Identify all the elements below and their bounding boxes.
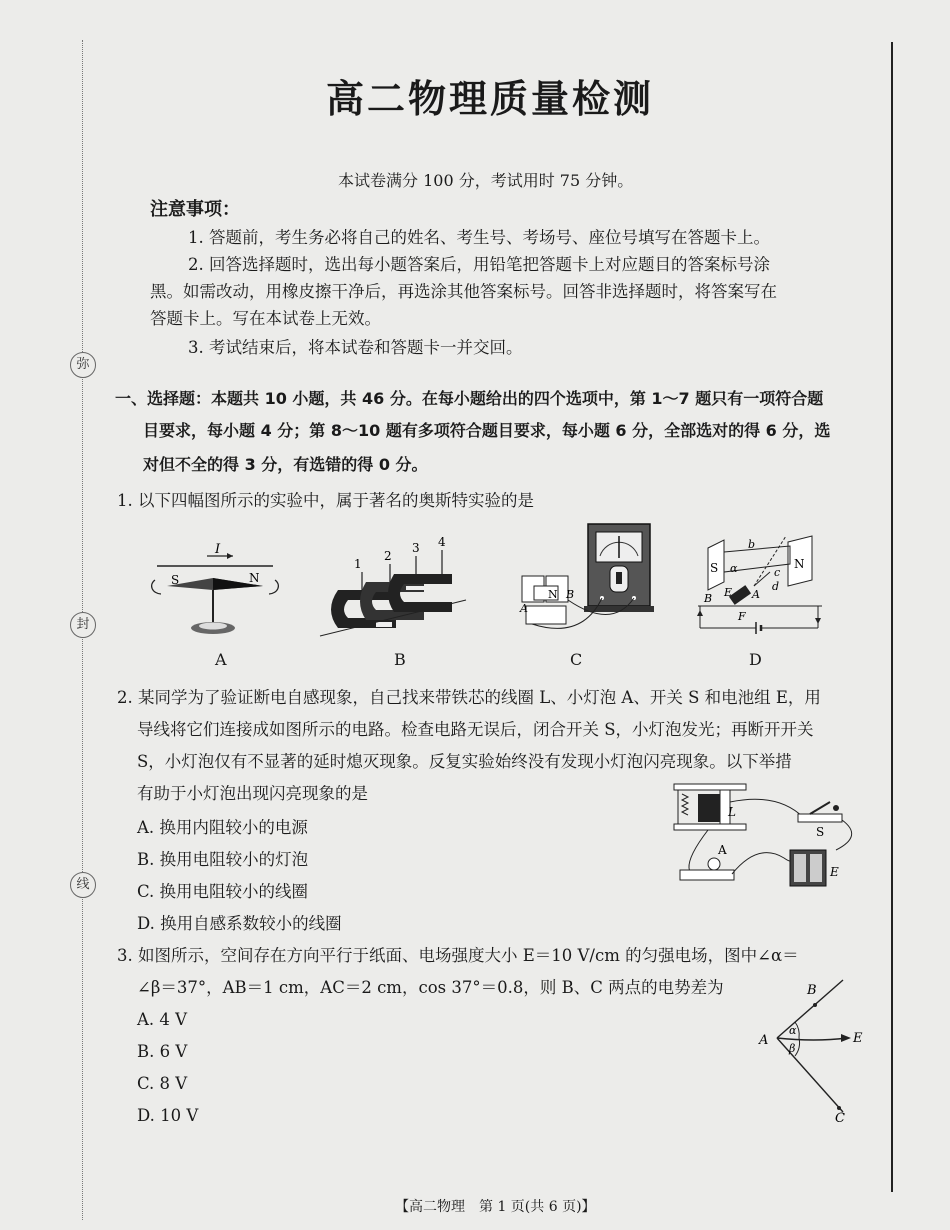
q3-alpha: α <box>789 1024 797 1037</box>
section1-line-1: 一、选择题：本题共 10 小题，共 46 分。在每小题给出的四个选项中，第 1～7 题只有一项符合题 <box>115 389 824 408</box>
page-footer: 【高二物理 第 1 页(共 6 页)】 <box>395 1199 596 1215</box>
q3-point-c: C <box>835 1111 845 1124</box>
q2-lamp-label: A <box>718 843 727 857</box>
q2-option-c: C. 换用电阻较小的线圈 <box>137 882 309 901</box>
fig-a-south-label: S <box>171 573 180 587</box>
fig-c-north-label: N <box>548 588 558 601</box>
q2-coil-label: L <box>728 805 736 819</box>
q2-stem-line-4: 有助于小灯泡出现闪亮现象的是 <box>137 784 368 803</box>
q2-stem-line-2: 导线将它们连接成如图所示的电路。检查电路无误后，闭合开关 S，小灯泡发光；再断开开关 <box>137 720 814 739</box>
q1-figure-c <box>512 520 657 645</box>
notice-line-5: 3. 考试结束后，将本试卷和答题卡一并交回。 <box>188 338 523 357</box>
fig-b-wire-1: 1 <box>354 557 362 571</box>
q1-figure-c-caption: C <box>570 650 583 669</box>
fig-d-F: F <box>738 610 746 623</box>
exam-title: 高二物理质量检测 <box>325 77 654 121</box>
q2-option-a: A. 换用内阻较小的电源 <box>137 818 308 837</box>
q1-figure-a <box>145 538 285 643</box>
section1-line-3: 对但不全的得 3 分，有选错的得 0 分。 <box>143 455 428 474</box>
fig-d-b: b <box>748 538 756 551</box>
q2-stem-line-3: S，小灯泡仅有不显著的延时熄灭现象。反复实验始终没有发现小灯泡闪亮现象。以下举措 <box>137 752 792 771</box>
q1-stem: 1. 以下四幅图所示的实验中，属于著名的奥斯特实验的是 <box>117 491 534 510</box>
fig-d-d: d <box>772 580 780 593</box>
q3-option-c: C. 8 V <box>137 1074 188 1093</box>
fig-b-wire-4: 4 <box>438 535 446 549</box>
q1-figure-b-caption: B <box>394 650 406 669</box>
fig-a-north-label: N <box>249 571 260 585</box>
notice-line-4: 答题卡上。写在本试卷上无效。 <box>150 309 381 328</box>
seal-char-2: 封 <box>70 612 96 638</box>
q1-figure-d-caption: D <box>749 650 762 669</box>
q2-switch-label: S <box>816 825 825 839</box>
notice-line-2: 2. 回答选择题时，选出每小题答案后，用铅笔把答题卡上对应题目的答案标号涂 <box>188 255 770 274</box>
fig-d-c: c <box>774 566 781 579</box>
q3-beta: β <box>789 1042 796 1055</box>
q3-point-a: A <box>759 1033 769 1048</box>
fig-d-E: E <box>724 586 733 599</box>
notice-line-1: 1. 答题前，考生务必将自己的姓名、考生号、考场号、座位号填写在答题卡上。 <box>188 228 770 247</box>
q3-stem-line-2: ∠β＝37°，AB＝1 cm，AC＝2 cm，cos 37°＝0.8，则 B、C 两点的电势差为 <box>137 978 724 997</box>
exam-subtitle: 本试卷满分 100 分，考试用时 75 分钟。 <box>338 171 634 190</box>
fig-c-point-b: B <box>566 588 575 601</box>
fig-d-alpha: α <box>730 562 738 575</box>
q1-figure-b <box>318 532 468 644</box>
fig-c-point-a: A <box>520 602 528 615</box>
fig-d-north: N <box>794 557 805 571</box>
page-edge <box>891 42 893 1192</box>
q3-stem-line-1: 3. 如图所示，空间存在方向平行于纸面、电场强度大小 E＝10 V/cm 的匀强电场，图中∠α＝ <box>117 946 799 965</box>
fig-d-B: B <box>704 592 713 605</box>
q2-stem-line-1: 2. 某同学为了验证断电自感现象，自己找来带铁芯的线圈 L、小灯泡 A、开关 S 和电池组 E，用 <box>117 688 821 707</box>
q2-option-b: B. 换用电阻较小的灯泡 <box>137 850 309 869</box>
q3-point-b: B <box>807 983 817 998</box>
notice-line-3: 黑。如需改动，用橡皮擦干净后，再选涂其他答案标号。回答非选择题时，将答案写在 <box>150 282 777 301</box>
notice-heading: 注意事项： <box>150 199 240 220</box>
fig-b-wire-2: 2 <box>384 549 392 563</box>
q2-battery-label: E <box>830 865 839 879</box>
q3-field-e: E <box>853 1031 863 1046</box>
section1-line-2: 目要求，每小题 4 分；第 8～10 题有多项符合题目要求，每小题 6 分，全部选对的得 6 分，选 <box>143 421 831 440</box>
fig-b-wire-3: 3 <box>412 541 420 555</box>
q2-option-d: D. 换用自感系数较小的线圈 <box>137 914 342 933</box>
q1-figure-d <box>694 532 829 644</box>
q2-circuit-figure <box>668 772 868 892</box>
q3-option-d: D. 10 V <box>137 1106 199 1125</box>
fig-a-current-label: I <box>215 542 221 557</box>
q3-field-figure <box>755 972 870 1124</box>
fig-d-A: A <box>752 588 760 601</box>
seal-char-1: 弥 <box>70 352 96 378</box>
fig-d-south: S <box>710 561 719 575</box>
q3-option-b: B. 6 V <box>137 1042 188 1061</box>
seal-char-3: 线 <box>70 872 96 898</box>
q3-option-a: A. 4 V <box>137 1010 188 1029</box>
q1-figure-a-caption: A <box>215 650 227 669</box>
